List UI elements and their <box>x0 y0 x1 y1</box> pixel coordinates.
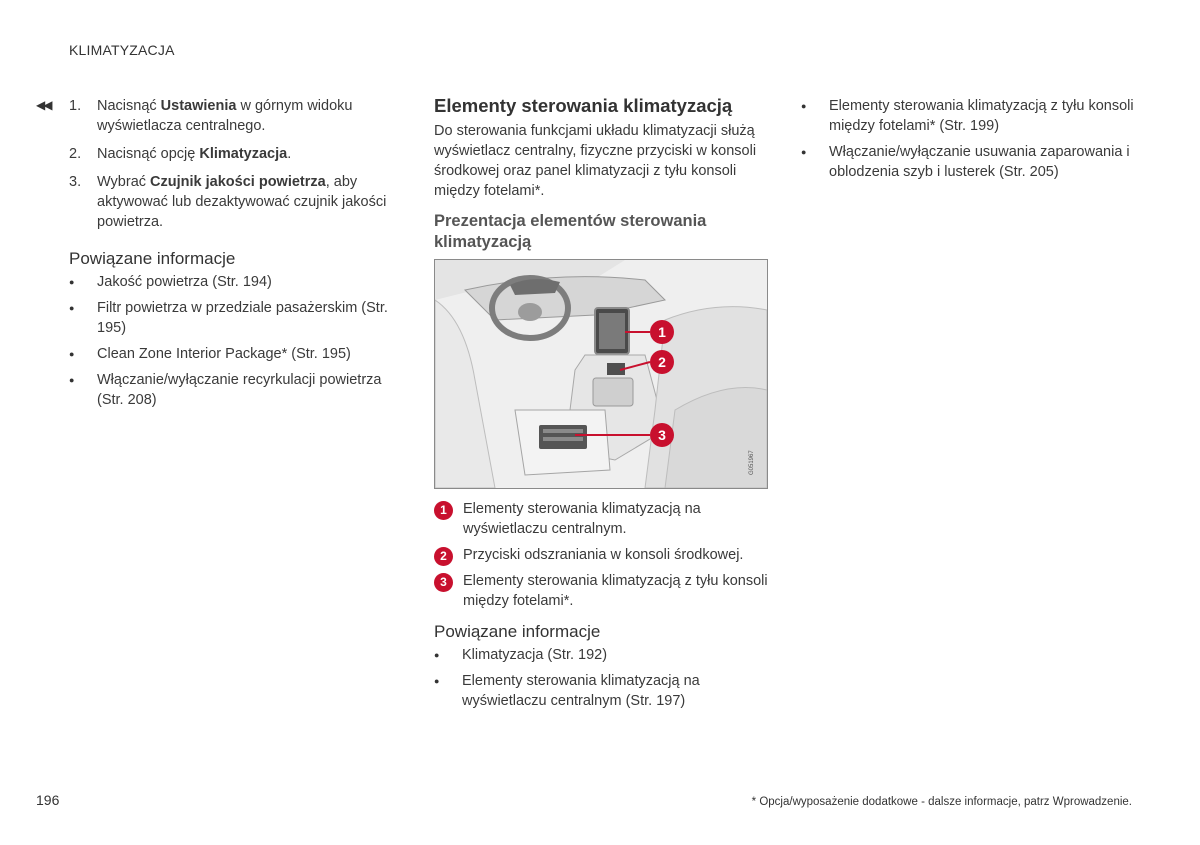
figure-heading: Prezentacja elementów sterowania klimatyzacją <box>434 212 707 251</box>
step-text: Nacisnąć opcję <box>97 146 200 162</box>
related-link[interactable]: ● Jakość powietrza (Str. 194) <box>69 272 399 292</box>
callout-marker-label: 2 <box>658 354 666 370</box>
related-heading: Powiązane informacje <box>434 622 601 641</box>
step-keyword: Czujnik jakości powietrza <box>150 174 326 190</box>
climate-controls-illustration <box>434 259 768 489</box>
related-link[interactable]: ● Clean Zone Interior Package* (Str. 195) <box>69 344 399 364</box>
callout-marker-label: 3 <box>658 427 666 443</box>
callout-item <box>434 545 774 565</box>
section-title: Elementy sterowania klimatyzacją <box>434 95 733 116</box>
related-link[interactable]: ● Klimatyzacja (Str. 192) <box>434 645 774 665</box>
callout-marker-2 <box>650 350 674 374</box>
car-interior-drawing <box>435 260 767 488</box>
back-arrows-icon[interactable]: ◀◀ <box>36 98 51 112</box>
step-number: 2. <box>69 146 82 162</box>
step-item <box>69 144 399 164</box>
page-header: KLIMATYZACJA <box>69 42 175 58</box>
step-item <box>69 172 399 232</box>
related-list-continued <box>801 96 1141 182</box>
callout-text: Elementy sterowania klimatyzacją z tyłu konsoli między fotelami*. <box>463 573 768 609</box>
right-column <box>801 96 1141 188</box>
callout-legend <box>434 499 774 611</box>
related-link[interactable]: ● Elementy sterowania klimatyzacją na wyświetlaczu centralnym (Str. 197) <box>434 671 774 711</box>
step-text: . <box>287 146 292 162</box>
step-number: 1. <box>69 98 82 114</box>
related-list <box>434 645 774 711</box>
callout-text: Elementy sterowania klimatyzacją na wyświetlaczu centralnym. <box>463 501 701 537</box>
callout-badge: 3 <box>434 573 453 592</box>
figure-code: G051967 <box>749 450 755 475</box>
related-link[interactable]: ● Włączanie/wyłączanie usuwania zaparowania i oblodzenia szyb i lusterek (Str. 205) <box>801 142 1141 182</box>
callout-text: Przyciski odszraniania w konsoli środkowej. <box>463 547 744 563</box>
step-text: w górnym widoku wyświetlacza centralnego. <box>97 98 353 134</box>
steps-list <box>69 96 399 232</box>
callout-marker-label: 1 <box>658 324 666 340</box>
related-link[interactable]: ● Włączanie/wyłączanie recyrkulacji powietrza (Str. 208) <box>69 370 399 410</box>
middle-column <box>434 95 774 717</box>
step-text: , aby aktywować lub dezaktywować czujnik jakości powietrza. <box>97 174 387 230</box>
related-link[interactable]: ● Filtr powietrza w przedziale pasażerskim (Str. 195) <box>69 298 399 338</box>
step-keyword: Ustawienia <box>160 98 237 114</box>
step-text: Nacisnąć <box>97 98 161 114</box>
callout-item <box>434 571 774 611</box>
related-list <box>69 272 399 410</box>
step-keyword: Klimatyzacja <box>199 146 288 162</box>
related-heading: Powiązane informacje <box>69 249 236 268</box>
step-item <box>69 96 399 136</box>
callout-item <box>434 499 774 539</box>
callout-marker-3 <box>650 423 674 447</box>
page-number: 196 <box>36 792 60 808</box>
step-text: Wybrać <box>97 174 151 190</box>
callout-marker-1 <box>650 320 674 344</box>
left-column <box>69 96 399 416</box>
footnote: * Opcja/wyposażenie dodatkowe - dalsze informacje, patrz Wprowadzenie. <box>751 796 1132 808</box>
callout-badge: 2 <box>434 547 453 566</box>
step-number: 3. <box>69 174 82 190</box>
related-link[interactable]: ● Elementy sterowania klimatyzacją z tyłu konsoli między fotelami* (Str. 199) <box>801 96 1141 136</box>
intro-paragraph: Do sterowania funkcjami układu klimatyzacji służą wyświetlacz centralny, fizyczne przyciski w konsoli środkowej oraz panel klimatyzacji z tyłu konsoli między fotelami*. <box>434 123 757 199</box>
callout-badge: 1 <box>434 501 453 520</box>
